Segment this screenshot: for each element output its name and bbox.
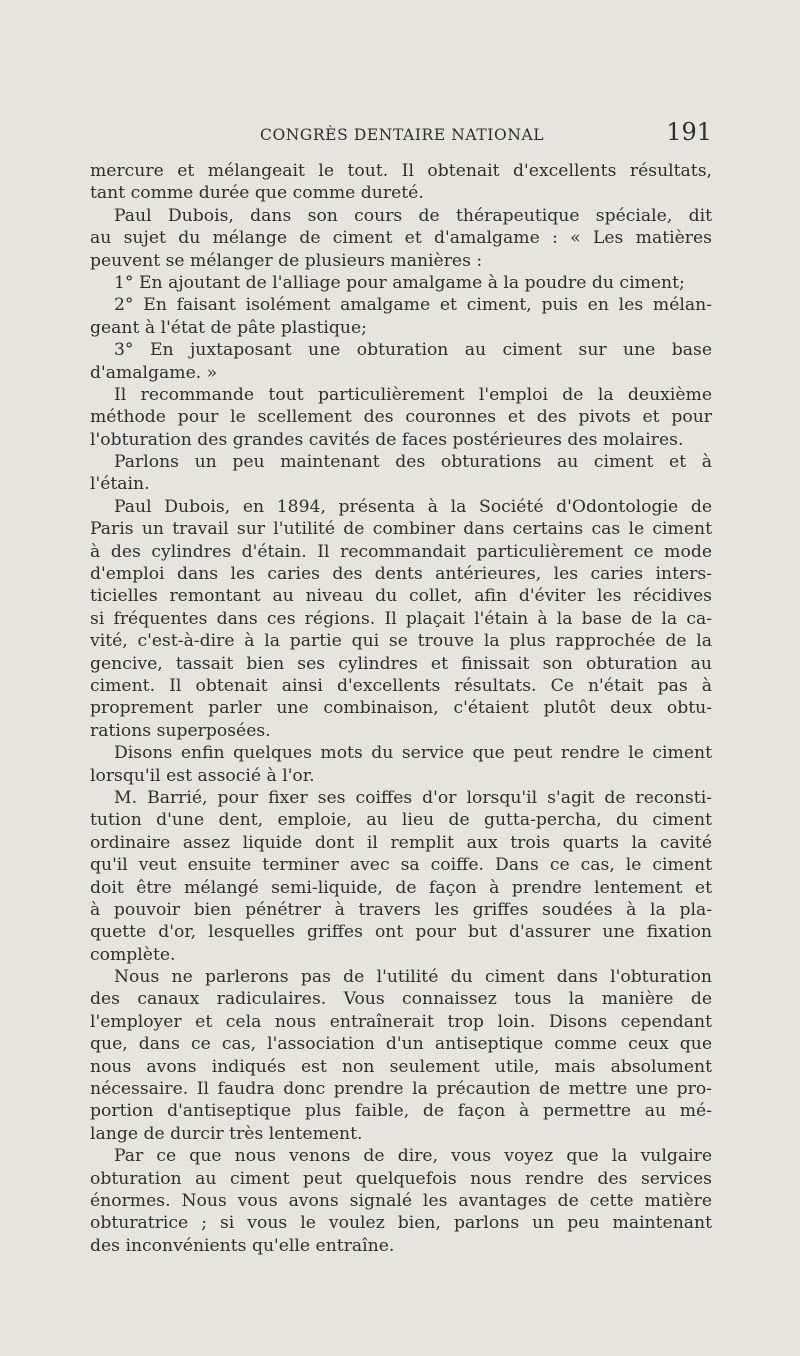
text-line: d'emploi dans les caries des dents antérieures, les caries inters- bbox=[90, 564, 712, 585]
text-line: lange de durcir très lentement. bbox=[90, 1123, 363, 1144]
text-line: 1° En ajoutant de l'alliage pour amalgame à la poudre du ciment; bbox=[114, 272, 685, 293]
text-line: l'étain. bbox=[90, 474, 150, 495]
text-line: Par ce que nous venons de dire, vous voyez que la vulgaire bbox=[114, 1146, 712, 1167]
text-line: d'amalgame. » bbox=[90, 362, 218, 383]
body-text bbox=[90, 160, 712, 1257]
text-line: si fréquentes dans ces régions. Il plaçait l'étain à la base de la ca- bbox=[90, 608, 712, 629]
text-line: tant comme durée que comme dureté. bbox=[90, 183, 424, 204]
text-line: rations superposées. bbox=[90, 720, 271, 741]
text-line: à des cylindres d'étain. Il recommandait particulièrement ce mode bbox=[90, 541, 712, 562]
running-title: CONGRÈS DENTAIRE NATIONAL bbox=[260, 126, 545, 144]
text-line: Parlons un peu maintenant des obturations au ciment et à bbox=[114, 452, 712, 473]
text-line: Nous ne parlerons pas de l'utilité du ciment dans l'obturation bbox=[114, 967, 712, 988]
text-line: méthode pour le scellement des couronnes et des pivots et pour bbox=[90, 407, 712, 428]
text-line: vité, c'est-à-dire à la partie qui se trouve la plus rapprochée de la bbox=[90, 631, 712, 652]
text-line: l'obturation des grandes cavités de faces postérieures des molaires. bbox=[90, 429, 684, 450]
page-number: 191 bbox=[666, 118, 712, 146]
text-line: M. Barrié, pour fixer ses coiffes d'or lorsqu'il s'agit de reconsti- bbox=[114, 787, 712, 808]
text-line: ordinaire assez liquide dont il remplit aux trois quarts la cavité bbox=[90, 832, 712, 853]
text-line: ticielles remontant au niveau du collet, afin d'éviter les récidives bbox=[90, 586, 712, 607]
page-header bbox=[90, 118, 712, 152]
text-line: ciment. Il obtenait ainsi d'excellents résultats. Ce n'était pas à bbox=[90, 675, 712, 696]
text-line: nécessaire. Il faudra donc prendre la précaution de mettre une pro- bbox=[90, 1079, 712, 1100]
text-line: qu'il veut ensuite terminer avec sa coiffe. Dans ce cas, le ciment bbox=[90, 855, 712, 876]
text-line: Il recommande tout particulièrement l'emploi de la deuxième bbox=[114, 384, 712, 405]
text-line: proprement parler une combinaison, c'étaient plutôt deux obtu- bbox=[90, 698, 712, 719]
text-line: 2° En faisant isolément amalgame et ciment, puis en les mélan- bbox=[114, 295, 712, 316]
text-line: portion d'antiseptique plus faible, de façon à permettre au mé- bbox=[90, 1101, 712, 1122]
text-line: que, dans ce cas, l'association d'un antiseptique comme ceux que bbox=[90, 1034, 712, 1055]
text-line: Paul Dubois, en 1894, présenta à la Société d'Odontologie de bbox=[114, 496, 712, 517]
text-line: mercure et mélangeait le tout. Il obtenait d'excellents résultats, bbox=[90, 161, 712, 181]
text-line: au sujet du mélange de ciment et d'amalgame : « Les matières bbox=[90, 228, 712, 249]
text-line: quette d'or, lesquelles griffes ont pour but d'assurer une fixation bbox=[90, 922, 712, 943]
text-line: énormes. Nous vous avons signalé les avantages de cette matière bbox=[90, 1190, 712, 1211]
text-line: à pouvoir bien pénétrer à travers les griffes soudées à la pla- bbox=[90, 899, 712, 920]
text-line: gencive, tassait bien ses cylindres et finissait son obturation au bbox=[90, 653, 712, 674]
text-line: complète. bbox=[90, 944, 176, 965]
text-line: 3° En juxtaposant une obturation au ciment sur une base bbox=[114, 340, 712, 361]
text-line: lorsqu'il est associé à l'or. bbox=[90, 765, 315, 786]
text-line: obturation au ciment peut quelquefois nous rendre des services bbox=[90, 1168, 712, 1189]
text-line: doit être mélangé semi-liquide, de façon à prendre lentement et bbox=[90, 877, 712, 898]
text-line: Disons enfin quelques mots du service que peut rendre le ciment bbox=[114, 743, 712, 764]
text-line: peuvent se mélanger de plusieurs manières : bbox=[90, 250, 483, 271]
text-line: nous avons indiqués est non seulement utile, mais absolument bbox=[90, 1056, 712, 1077]
text-line: obturatrice ; si vous le voulez bien, parlons un peu maintenant bbox=[90, 1213, 712, 1234]
text-line: Paul Dubois, dans son cours de thérapeutique spéciale, dit bbox=[114, 205, 712, 226]
text-line: geant à l'état de pâte plastique; bbox=[90, 317, 367, 338]
text-line: tution d'une dent, emploie, au lieu de gutta-percha, du ciment bbox=[90, 810, 712, 831]
text-line: des inconvénients qu'elle entraîne. bbox=[90, 1235, 395, 1256]
text-line: Paris un travail sur l'utilité de combiner dans certains cas le ciment bbox=[90, 519, 712, 540]
text-line: l'employer et cela nous entraînerait trop loin. Disons cependant bbox=[90, 1011, 712, 1032]
text-line: des canaux radiculaires. Vous connaissez tous la manière de bbox=[90, 989, 712, 1010]
